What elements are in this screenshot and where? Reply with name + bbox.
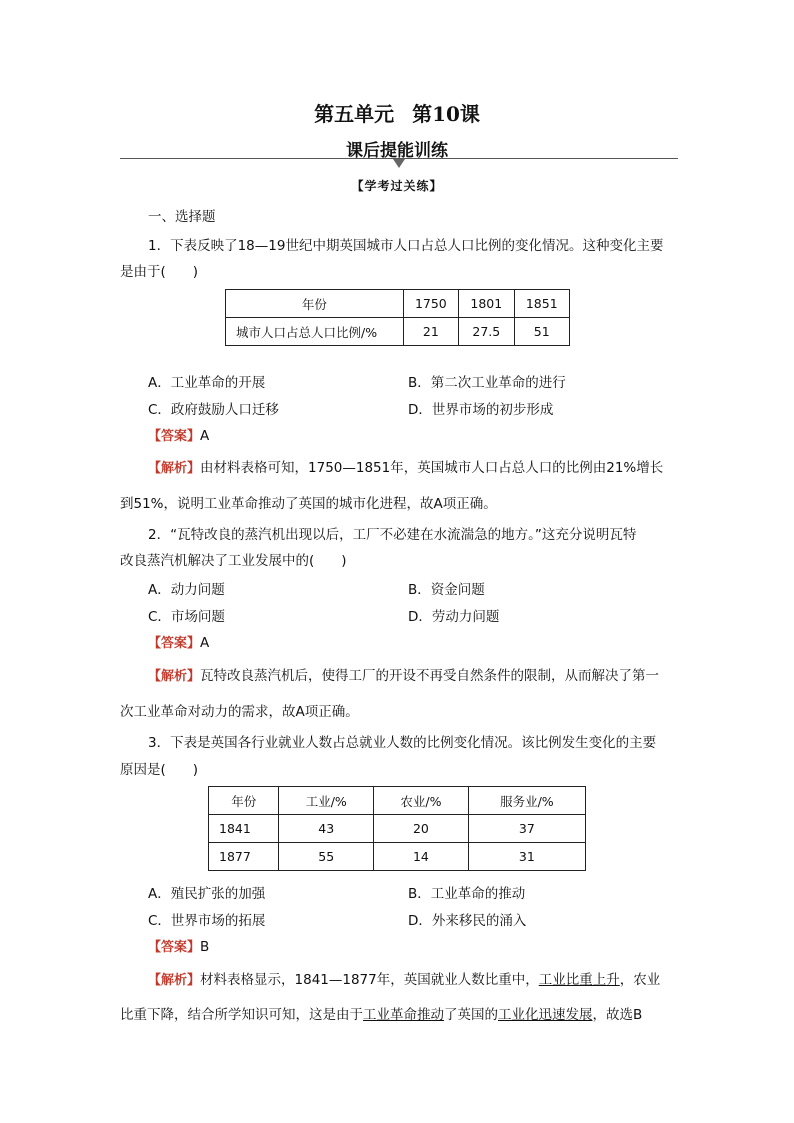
underlined-text: 工业化迅速发展 — [498, 1007, 593, 1023]
q3-stem-line1: 3．下表是英国各行业就业人数占总就业人数的比例变化情况。该比例发生变化的主要 — [148, 735, 657, 751]
table-cell: 20 — [374, 815, 469, 843]
analysis-text: 由材料表格可知，1750—1851年，英国城市人口占总人口的比例由21%增长 — [200, 460, 664, 476]
answer-label: 【答案】 — [148, 940, 201, 955]
q1-option-c[interactable]: C．政府鼓励人口迁移 — [148, 402, 279, 418]
q2-option-d[interactable]: D．劳动力问题 — [408, 609, 500, 625]
table-cell: 51 — [514, 318, 569, 346]
page-title — [0, 98, 794, 127]
q3-analysis-line2 — [120, 1003, 642, 1023]
q3-analysis-line1 — [148, 968, 660, 988]
answer-value: B — [200, 939, 210, 955]
q1-answer — [148, 425, 209, 444]
q1-option-d[interactable]: D．世界市场的初步形成 — [408, 402, 554, 418]
q1-stem-line1: 1．下表反映了18—19世纪中期英国城市人口占总人口比例的变化情况。这种变化主要 — [148, 238, 664, 254]
q2-option-b[interactable]: B．资金问题 — [408, 582, 485, 598]
q2-answer — [148, 632, 209, 651]
q2-stem-line2: 改良蒸汽机解决了工业发展中的( ) — [120, 553, 347, 569]
table-cell: 工业/% — [279, 787, 374, 815]
q1-option-b[interactable]: B．第二次工业革命的进行 — [408, 375, 566, 391]
table-cell: 服务业/% — [468, 787, 585, 815]
section-tag: 【学考过关练】 — [351, 179, 443, 193]
underlined-text: 工业革命推动 — [363, 1007, 444, 1023]
answer-value: A — [200, 635, 210, 651]
q2-analysis-line2: 次工业革命对动力的需求，故A项正确。 — [120, 704, 359, 720]
q3-option-c[interactable]: C．世界市场的拓展 — [148, 913, 266, 929]
q2-option-a[interactable]: A．动力问题 — [148, 582, 225, 598]
q2-analysis-line1 — [148, 664, 659, 684]
analysis-label: 【解析】 — [148, 669, 201, 684]
q3-option-b[interactable]: B．工业革命的推动 — [408, 886, 526, 902]
underlined-text: 工业比重上升 — [538, 972, 620, 988]
triangle-marker-icon — [393, 159, 405, 168]
analysis-label: 【解析】 — [148, 973, 201, 988]
q3-answer — [148, 936, 209, 955]
analysis-label: 【解析】 — [148, 461, 201, 476]
unit-label: 第五单元 — [314, 102, 395, 126]
table-cell: 农业/% — [374, 787, 469, 815]
analysis-text: 材料表格显示，1841—1877年，英国就业人数比重中， — [200, 972, 539, 988]
analysis-text: ，农业 — [619, 972, 661, 988]
q3-option-a[interactable]: A．殖民扩张的加强 — [148, 886, 266, 902]
analysis-text: 了英国的 — [444, 1007, 498, 1023]
table-cell: 1851 — [514, 290, 569, 318]
table-cell: 14 — [374, 843, 469, 871]
table-cell: 27.5 — [459, 318, 514, 346]
q3-table — [208, 786, 586, 871]
table-cell: 55 — [279, 843, 374, 871]
q1-table-header-year: 年份 — [226, 290, 404, 318]
analysis-text: 瓦特改良蒸汽机后，使得工厂的开设不再受自然条件的限制，从而解决了第一 — [200, 668, 660, 684]
table-cell: 1750 — [403, 290, 458, 318]
table-cell: 21 — [403, 318, 458, 346]
q3-stem-line2: 原因是( ) — [120, 762, 199, 778]
q1-option-a[interactable]: A．工业革命的开展 — [148, 375, 266, 391]
q1-stem-line2: 是由于( ) — [120, 264, 199, 280]
q1-table — [225, 289, 570, 346]
section-heading: 一、选择题 — [148, 209, 216, 225]
table-row — [226, 290, 570, 318]
table-cell: 43 — [279, 815, 374, 843]
table-cell: 年份 — [209, 787, 279, 815]
table-cell: 1877 — [209, 843, 279, 871]
analysis-text: ，故选B — [592, 1007, 643, 1023]
table-cell: 31 — [468, 843, 585, 871]
q3-option-d[interactable]: D．外来移民的涌入 — [408, 913, 527, 929]
table-row — [209, 815, 586, 843]
q2-option-c[interactable]: C．市场问题 — [148, 609, 225, 625]
table-cell: 1841 — [209, 815, 279, 843]
table-row — [209, 787, 586, 815]
table-cell: 37 — [468, 815, 585, 843]
table-cell: 1801 — [459, 290, 514, 318]
table-row — [226, 318, 570, 346]
q1-table-row-label: 城市人口占总人口比例/% — [226, 318, 404, 346]
q1-analysis-line2: 到51%，说明工业革命推动了英国的城市化进程，故A项正确。 — [120, 496, 497, 512]
lesson-label: 第10课 — [412, 102, 480, 126]
answer-label: 【答案】 — [148, 636, 201, 651]
page-subtitle: 课后提能训练 — [346, 141, 448, 161]
table-row — [209, 843, 586, 871]
answer-value: A — [200, 428, 210, 444]
q2-stem-line1: 2．“瓦特改良的蒸汽机出现以后，工厂不必建在水流湍急的地方。”这充分说明瓦特 — [148, 527, 637, 543]
analysis-text: 比重下降，结合所学知识可知，这是由于 — [120, 1007, 363, 1023]
answer-label: 【答案】 — [148, 429, 201, 444]
q1-analysis-line1 — [148, 456, 663, 476]
